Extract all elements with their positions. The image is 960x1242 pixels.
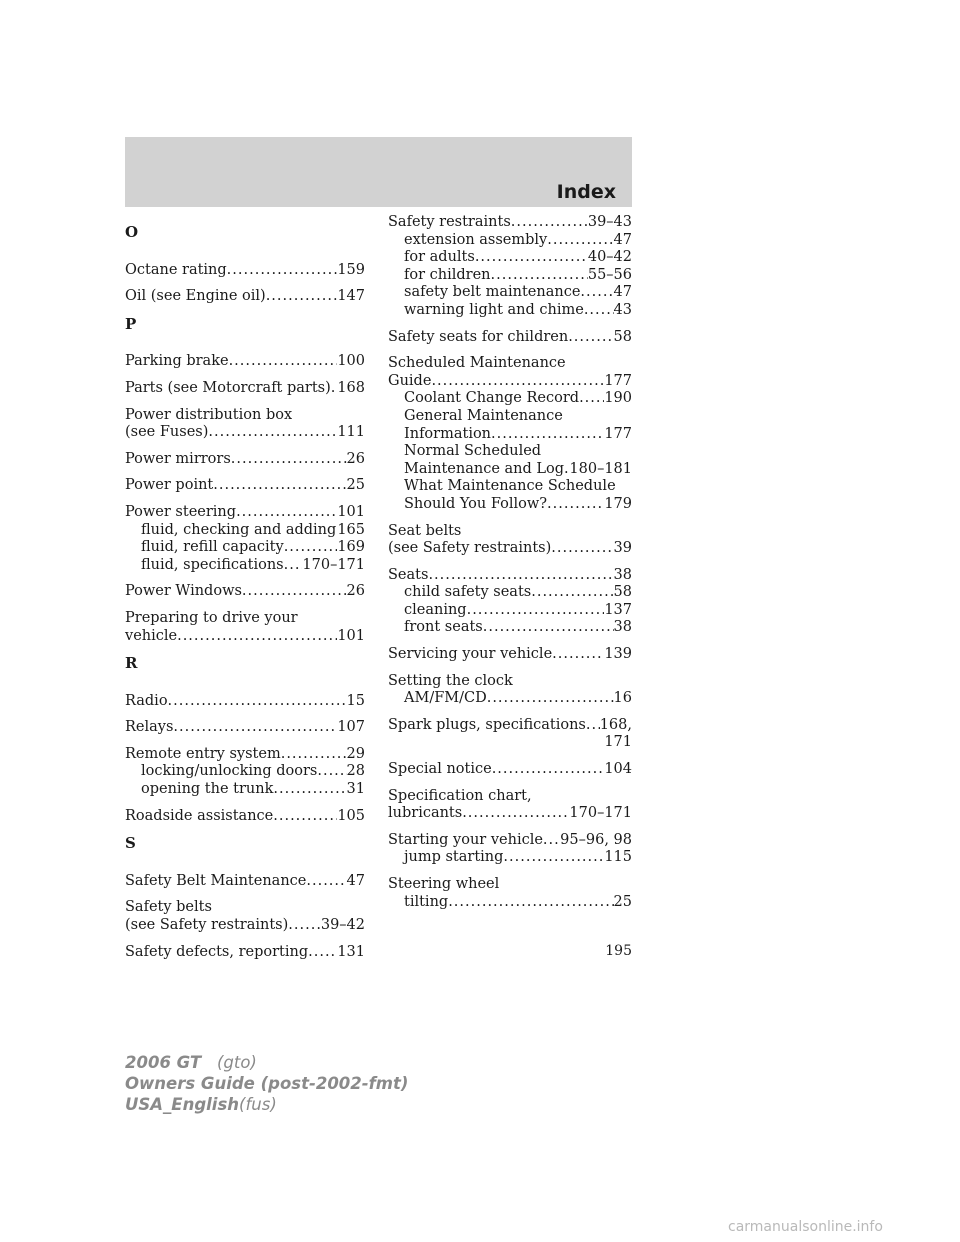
index-term: opening the trunk: [141, 781, 274, 798]
index-subentry-line: [125, 539, 365, 557]
index-term: vehicle: [125, 627, 178, 644]
index-term: (see Fuses): [125, 424, 209, 441]
page-reference: 180–181: [569, 460, 632, 477]
dot-leader: [551, 540, 613, 558]
page-reference: 115: [604, 849, 632, 866]
dot-leader: [431, 373, 604, 391]
dot-leader: [467, 602, 605, 620]
page-reference: 25: [613, 893, 632, 910]
index-entry-line: [125, 583, 365, 601]
index-term: Power Windows: [125, 583, 242, 600]
dot-leader: [462, 805, 569, 823]
index-term: Oil (see Engine oil): [125, 288, 266, 305]
dot-leader: [580, 284, 613, 302]
index-term: Roadside assistance: [125, 807, 274, 824]
page-reference: 137: [604, 601, 632, 618]
index-column-left: [125, 214, 365, 970]
page-reference: 47: [613, 284, 632, 301]
dot-leader: [475, 249, 588, 267]
index-term: locking/unlocking doors: [141, 763, 318, 780]
page-reference: 168: [337, 379, 365, 396]
index-entry-line: [125, 380, 365, 398]
index-subentry-line: [125, 557, 365, 575]
index-subentry-line: [125, 763, 365, 781]
footer-language-code: (fus): [239, 1095, 277, 1114]
index-subentry-line: [388, 849, 632, 867]
page-reference: 38: [613, 619, 632, 636]
index-entry-line: [125, 719, 365, 737]
index-term: Power point: [125, 477, 214, 494]
index-subentry-line: [388, 302, 632, 320]
index-entry: [388, 214, 632, 320]
index-subentry-line: [388, 443, 632, 461]
index-entry-line: [388, 355, 632, 373]
index-entry: [125, 288, 365, 306]
index-entry: [125, 808, 365, 826]
dot-leader: [547, 232, 613, 250]
index-term: Safety defects, reporting: [125, 943, 309, 960]
dot-leader: [448, 894, 613, 912]
index-subentry-line: [388, 232, 632, 250]
index-entry: [388, 567, 632, 637]
page-reference: 58: [613, 328, 632, 345]
index-term: (see Safety restraints): [125, 917, 289, 934]
dot-leader: [511, 214, 588, 232]
dot-leader: [273, 808, 337, 826]
index-entry: [125, 262, 365, 280]
index-entry-line: [388, 540, 632, 558]
index-term: front seats: [404, 619, 483, 636]
index-term: lubricants: [388, 805, 463, 822]
index-entry-line: [125, 407, 365, 425]
dot-leader: [531, 584, 613, 602]
index-subentry-line: [388, 249, 632, 267]
page-reference: 26: [346, 583, 365, 600]
index-entry: [125, 477, 365, 495]
page-reference: 168,: [599, 716, 632, 733]
index-term: warning light and chime: [404, 301, 584, 318]
dot-leader: [503, 849, 604, 867]
dot-leader: [483, 619, 614, 637]
dot-leader: [547, 496, 604, 514]
index-letter-heading: R: [125, 654, 138, 673]
dot-leader: [491, 267, 588, 285]
index-subentry-line: [388, 426, 632, 444]
index-term: for adults: [404, 249, 475, 266]
index-term: tilting: [404, 893, 449, 910]
index-entry-line: [125, 451, 365, 469]
index-column-right: [388, 214, 632, 920]
page-reference: 131: [337, 943, 365, 960]
dot-leader: [579, 390, 604, 408]
index-term: Setting the clock: [388, 672, 513, 689]
index-entry: [125, 746, 365, 799]
dot-leader: [208, 424, 337, 442]
index-term: Power steering: [125, 503, 237, 520]
index-entry: [125, 693, 365, 711]
index-entry-line: [388, 788, 632, 806]
index-subentry-line: [388, 478, 632, 496]
index-entry-line: [388, 523, 632, 541]
index-entry: [125, 610, 365, 645]
dot-leader: [229, 353, 338, 371]
page-reference: 40–42: [587, 249, 632, 266]
dot-leader: [586, 717, 600, 735]
index-entry-line: [125, 746, 365, 764]
index-term: for children: [404, 266, 491, 283]
index-subentry-line: [388, 619, 632, 637]
dot-leader: [236, 504, 337, 522]
index-entry-line: [125, 808, 365, 826]
index-entry: [125, 380, 365, 398]
dot-leader: [317, 763, 346, 781]
page-reference: 171: [604, 734, 632, 751]
section-title: Index: [556, 181, 616, 203]
index-entry-line: [388, 832, 632, 850]
page-number: 195: [605, 943, 632, 959]
page-reference: 177: [604, 425, 632, 442]
dot-leader: [213, 477, 346, 495]
page-reference: 107: [337, 719, 365, 736]
index-entry: [125, 719, 365, 737]
dot-leader: [308, 944, 337, 962]
page-reference: 139: [604, 646, 632, 663]
index-subentry-line: [388, 390, 632, 408]
index-entry: [125, 353, 365, 371]
index-term: Maintenance and Log: [404, 460, 565, 477]
section-header-bar: [125, 137, 632, 207]
dot-leader: [173, 719, 337, 737]
index-term: Safety seats for children: [388, 328, 569, 345]
index-subentry-line: [388, 584, 632, 602]
index-entry: [388, 788, 632, 823]
index-term: Safety belts: [125, 899, 212, 916]
index-entry: [125, 583, 365, 601]
index-term: fluid, refill capacity: [141, 539, 284, 556]
index-entry-line: [388, 876, 632, 894]
index-term: Should You Follow?: [404, 495, 548, 512]
index-subentry-line: [388, 602, 632, 620]
index-entry-line: [388, 805, 632, 823]
index-entry-line: [125, 424, 365, 442]
page-reference: 16: [613, 690, 632, 707]
dot-leader: [428, 567, 613, 585]
index-entry: [388, 832, 632, 867]
index-subentry-line: [388, 496, 632, 514]
dot-leader: [281, 746, 347, 764]
page-reference: 28: [346, 763, 365, 780]
index-entry: [388, 717, 632, 752]
index-term: Special notice: [388, 761, 492, 778]
index-term: Parts (see Motorcraft parts): [125, 379, 331, 396]
index-term: Scheduled Maintenance: [388, 355, 566, 372]
dot-leader: [231, 451, 347, 469]
page-reference: 31: [346, 781, 365, 798]
index-term: Safety restraints: [388, 214, 511, 230]
index-entry-line: [125, 353, 365, 371]
index-term: Starting your vehicle: [388, 831, 543, 848]
dot-leader: [491, 426, 604, 444]
index-entry-line: [125, 477, 365, 495]
index-entry-line: [388, 646, 632, 664]
index-term: Relays: [125, 719, 174, 736]
index-subentry-line: [388, 267, 632, 285]
page-reference: 43: [613, 301, 632, 318]
index-subentry-line: [388, 408, 632, 426]
index-term: Preparing to drive your: [125, 609, 298, 626]
dot-leader: [492, 761, 605, 779]
index-term: Safety Belt Maintenance: [125, 872, 307, 889]
index-entry: [388, 329, 632, 347]
index-term: AM/FM/CD: [404, 690, 487, 707]
index-entry: [388, 876, 632, 911]
index-term: Octane rating: [125, 261, 227, 278]
page-reference: 100: [337, 353, 365, 370]
index-letter-heading: O: [125, 223, 139, 241]
index-letter-heading: S: [125, 834, 136, 853]
page-reference: 39–42: [320, 917, 365, 934]
page-reference: 26: [346, 450, 365, 467]
index-term: Radio: [125, 692, 168, 709]
index-term: extension assembly: [404, 231, 548, 248]
dot-leader: [284, 539, 338, 557]
index-entry: [125, 451, 365, 469]
index-entry-line: [125, 504, 365, 522]
index-entry-line: [125, 693, 365, 711]
dot-leader: [288, 917, 321, 935]
index-term: Power distribution box: [125, 406, 293, 423]
page-reference: 39: [613, 540, 632, 557]
page-reference: 165: [337, 521, 365, 538]
index-entry-line: [388, 717, 632, 735]
dot-leader: [266, 288, 338, 306]
index-entry-line: [388, 673, 632, 691]
index-entry-line: [125, 628, 365, 646]
index-subentry-line: [388, 690, 632, 708]
index-entry-line: [125, 288, 365, 306]
index-entry-line: [125, 917, 365, 935]
page-reference: 47: [613, 231, 632, 248]
page-reference: 179: [604, 495, 632, 512]
page-reference: 29: [346, 745, 365, 762]
index-term: General Maintenance: [404, 407, 563, 424]
index-entry: [125, 407, 365, 442]
dot-leader: [168, 693, 347, 711]
index-entry-line: [125, 610, 365, 628]
dot-leader: [543, 832, 560, 850]
watermark: carmanualsonline.info: [728, 1219, 883, 1235]
index-term: Seat belts: [388, 522, 462, 539]
dot-leader: [177, 628, 337, 646]
index-entry: [388, 646, 632, 664]
page-reference: 159: [337, 261, 365, 278]
index-entry: [125, 899, 365, 934]
dot-leader: [227, 262, 338, 280]
page-reference: 111: [337, 424, 365, 441]
index-entry-line: [388, 567, 632, 585]
index-entry-line: [125, 944, 365, 962]
index-entry-line: [388, 373, 632, 391]
index-term: What Maintenance Schedule: [404, 478, 616, 495]
dot-leader: [584, 302, 614, 320]
index-term: fluid, specifications: [141, 556, 284, 573]
index-term: Spark plugs, specifications: [388, 716, 586, 733]
index-term: jump starting: [404, 849, 504, 866]
index-subentry-line: [388, 894, 632, 912]
footer-model-code: (gto): [216, 1053, 257, 1072]
page-reference: 147: [337, 288, 365, 305]
page-reference: 101: [337, 627, 365, 644]
page-reference: 39–43: [587, 214, 632, 230]
page-reference: 104: [604, 761, 632, 778]
page-reference: 47: [346, 872, 365, 889]
index-term: safety belt maintenance: [404, 284, 581, 301]
index-entry: [388, 523, 632, 558]
index-term: (see Safety restraints): [388, 540, 552, 557]
index-entry: [388, 761, 632, 779]
page-reference: 95–96, 98: [560, 831, 632, 848]
index-term: Normal Scheduled: [404, 443, 542, 460]
dot-leader: [487, 690, 614, 708]
index-term: Guide: [388, 372, 432, 389]
page-reference: 101: [337, 503, 365, 520]
index-term: Power mirrors: [125, 450, 231, 467]
index-entry-line: [125, 262, 365, 280]
dot-leader: [242, 583, 347, 601]
index-subentry-line: [388, 461, 632, 479]
index-term: Seats: [388, 566, 429, 583]
index-term: Specification chart,: [388, 787, 532, 804]
index-term: Parking brake: [125, 353, 229, 370]
page-reference: 170–171: [302, 556, 365, 573]
footer-model: 2006 GT: [125, 1053, 202, 1072]
page-reference: 15: [346, 692, 365, 709]
footer-imprint: [125, 1052, 408, 1115]
footer-language: USA_English: [125, 1095, 240, 1114]
index-entry-line: [388, 761, 632, 779]
index-letter-heading: P: [125, 314, 137, 333]
index-entry-line: [388, 734, 632, 752]
page-reference: 170–171: [569, 805, 632, 822]
dot-leader: [568, 329, 613, 347]
dot-leader: [552, 646, 604, 664]
index-entry: [125, 873, 365, 891]
footer-guide-format: Owners Guide (post-2002-fmt): [125, 1074, 409, 1093]
index-subentry-line: [125, 781, 365, 799]
dot-leader: [306, 873, 346, 891]
index-term: Information: [404, 425, 492, 442]
page-reference: 55–56: [587, 266, 632, 283]
index-term: Coolant Change Record: [404, 390, 580, 407]
index-subentry-line: [388, 284, 632, 302]
index-entry-line: [125, 899, 365, 917]
index-term: cleaning: [404, 601, 467, 618]
index-term: child safety seats: [404, 584, 532, 601]
index-entry-line: [125, 873, 365, 891]
page-reference: 38: [613, 566, 632, 583]
index-entry: [125, 504, 365, 574]
page-reference: 25: [346, 477, 365, 494]
index-subentry-line: [125, 522, 365, 540]
index-term: Servicing your vehicle: [388, 646, 553, 663]
page-reference: 105: [337, 807, 365, 824]
page-reference: 58: [613, 584, 632, 601]
index-entry: [388, 673, 632, 708]
index-entry-line: [388, 329, 632, 347]
dot-leader: [284, 557, 303, 575]
index-entry: [388, 355, 632, 513]
index-term: Steering wheel: [388, 876, 500, 892]
dot-leader: [273, 781, 346, 799]
index-term: Remote entry system: [125, 745, 281, 762]
page-reference: 177: [604, 372, 632, 389]
index-entry: [125, 944, 365, 962]
index-entry-line: [388, 214, 632, 232]
page-reference: 190: [604, 390, 632, 407]
page-reference: 169: [337, 539, 365, 556]
index-term: fluid, checking and adding: [141, 521, 337, 538]
